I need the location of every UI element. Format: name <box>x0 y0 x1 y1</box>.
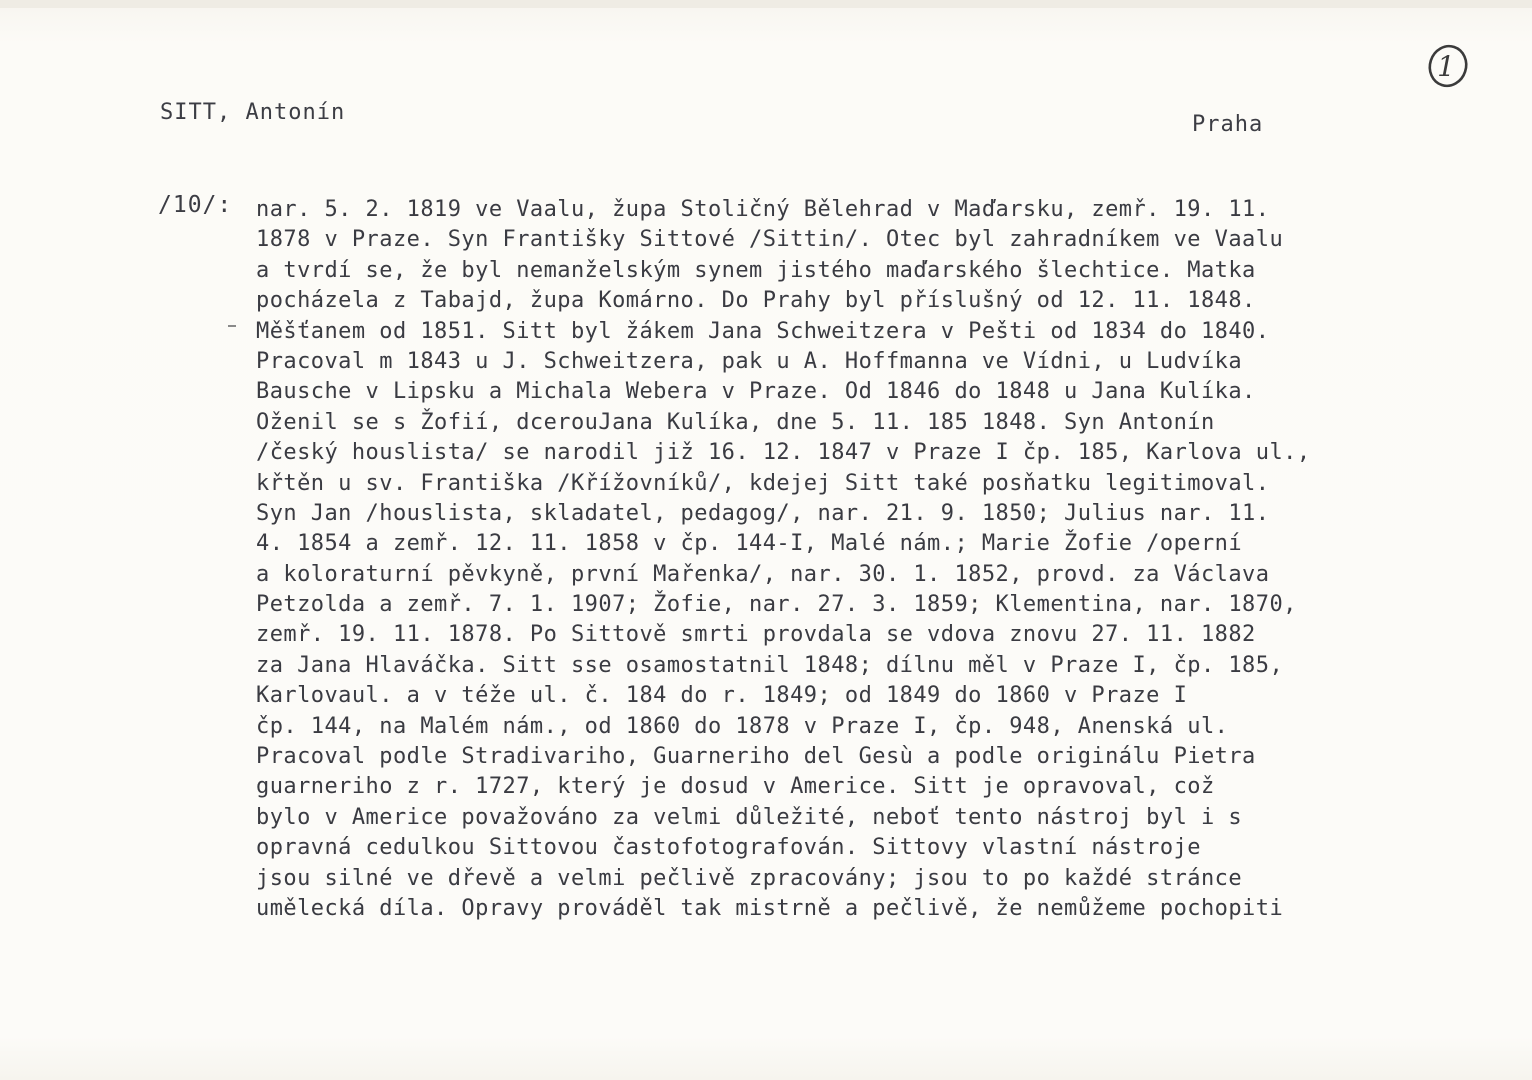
record-reference: /10/: <box>158 192 233 218</box>
page-number-text: 1 <box>1437 50 1455 83</box>
text-line: Měšťanem od 1851. Sitt byl žákem Jana Schweitzera v Pešti od 1834 do 1840. <box>256 318 1270 344</box>
text-line: Karlovaul. a v téže ul. č. 184 do r. 1849; od 1849 do 1860 v Praze I <box>256 683 1188 709</box>
record-text <box>256 195 1496 924</box>
text-line: nar. 5. 2. 1819 ve Vaalu, župa Stoličný Bělehrad v Maďarsku, zemř. 19. 11. <box>256 197 1270 222</box>
circled-page-number <box>1425 42 1471 90</box>
text-line: Pracoval podle Stradivariho, Guarneriho del Gesù a podle originálu Pietra <box>256 744 1256 770</box>
text-line: 4. 1854 a zemř. 12. 11. 1858 v čp. 144-I, Malé nám.; Marie Žofie /operní <box>256 531 1243 557</box>
text-line: zemř. 19. 11. 1878. Po Sittově smrti provdala se vdova znovu 27. 11. 1882 <box>256 622 1256 648</box>
text-line: /český houslista/ se narodil již 16. 12. 1847 v Praze I čp. 185, Karlova ul., <box>256 440 1311 466</box>
text-line: 1878 v Praze. Syn Františky Sittové /Sittin/. Otec byl zahradníkem ve Vaalu <box>256 227 1284 253</box>
text-line: křtěn u sv. Františka /Křížovníků/, kdejej Sitt také posňatku legitimoval. <box>256 470 1270 496</box>
text-line: Bausche v Lipsku a Michala Webera v Praze. Od 1846 do 1848 u Jana Kulíka. <box>256 379 1256 405</box>
text-line: Syn Jan /houslista, skladatel, pedagog/, nar. 21. 9. 1850; Julius nar. 11. <box>256 500 1270 526</box>
text-line: a koloraturní pěvkyně, první Mařenka/, nar. 30. 1. 1852, provd. za Václava <box>256 561 1270 587</box>
text-line: pocházela z Tabajd, župa Komárno. Do Prahy byl příslušný od 12. 11. 1848. <box>256 288 1256 314</box>
text-line: a tvrdí se, že byl nemanželským synem jistého maďarského šlechtice. Matka <box>256 257 1256 283</box>
text-line: umělecká díla. Opravy prováděl tak mistrně a pečlivě, že nemůžeme pochopiti <box>256 895 1284 921</box>
margin-mark <box>228 325 236 327</box>
subject-place: Praha <box>1192 112 1264 137</box>
text-line: Oženil se s Žofií, dcerouJana Kulíka, dne 5. 11. 185 1848. Syn Antonín <box>256 409 1215 435</box>
text-line: Petzolda a zemř. 7. 1. 1907; Žofie, nar. 27. 3. 1859; Klementina, nar. 1870, <box>256 592 1297 618</box>
text-line: jsou silné ve dřevě a velmi pečlivě zpracovány; jsou to po každé stránce <box>256 865 1243 891</box>
text-line: Pracoval m 1843 u J. Schweitzera, pak u A. Hoffmanna ve Vídni, u Ludvíka <box>256 348 1243 374</box>
text-line: za Jana Hlaváčka. Sitt sse osamostatnil 1848; dílnu měl v Praze I, čp. 185, <box>256 652 1284 678</box>
circled-number-mark <box>1425 42 1471 90</box>
subject-name: SITT, Antonín <box>160 100 346 125</box>
text-line: bylo v Americe považováno za velmi důležité, neboť tento nástroj byl i s <box>256 804 1243 830</box>
text-line: opravná cedulkou Sittovou častofotografován. Sittovy vlastní nástroje <box>256 835 1201 861</box>
scan-top-edge <box>0 0 1532 8</box>
text-line: čp. 144, na Malém nám., od 1860 do 1878 v Praze I, čp. 948, Anenská ul. <box>256 713 1229 739</box>
text-line: guarneriho z r. 1727, který je dosud v Americe. Sitt je opravoval, což <box>256 774 1215 800</box>
